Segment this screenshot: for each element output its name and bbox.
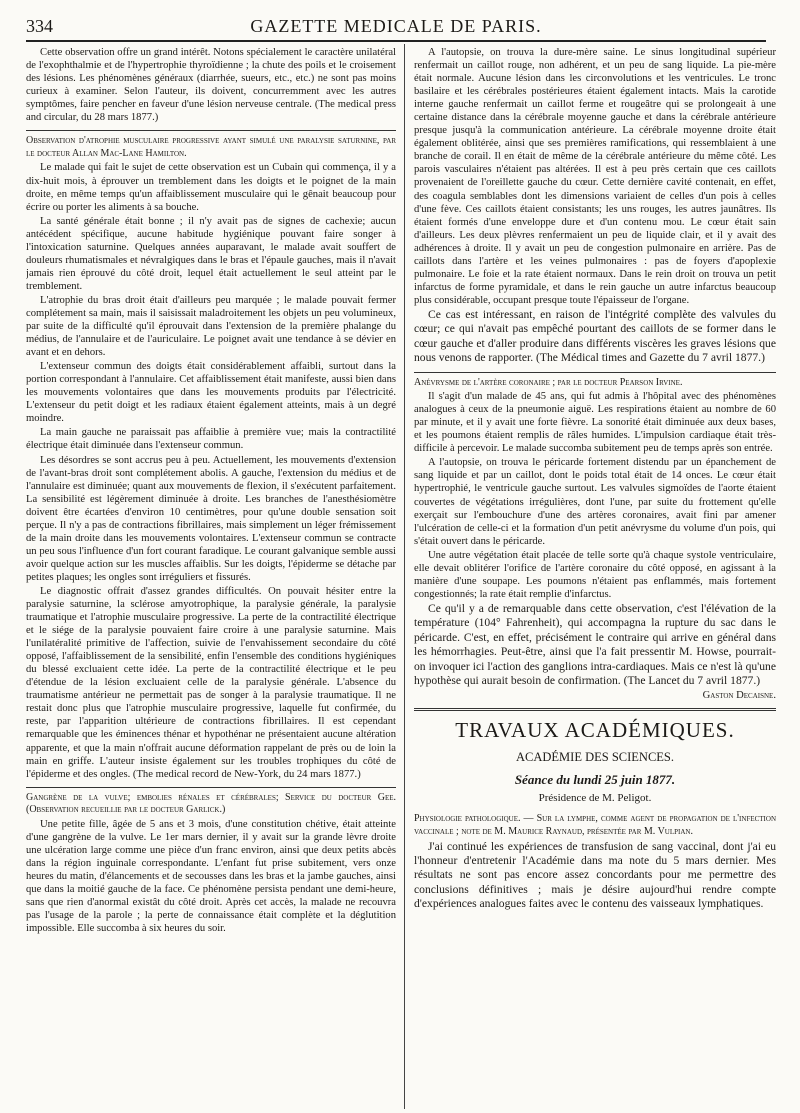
article-title-gangrene: Gangrène de la vulve; embolies rénales et cérébrales; Service du docteur Gee. (Observation recueillie par le docteur Garlick.) [26,791,396,816]
body-paragraph: La main gauche ne paraissait pas affaiblie à première vue; mais la contractilité électrique était diminuée dans l'extenseur commun. [26,427,396,452]
body-paragraph: Une petite fille, âgée de 5 ans et 3 mois, d'une constitution chétive, était atteinte d'une gangrène de la vulve. Le 1er mars dernier, il y avait sur la grande lèvre droite une ulcération large comme une pièce d'un franc environ, ainsi que deux petits abcès dans la région inguinale correspondante. L'enfant fut prise subitement, vers onze heures du matin, d'élancements et de secousses dans les bras et la jambe gauches, ainsi que dans la moitié gauche de la face. Ce phénomène persista pendant une demi-heure, sans que rien d'anormal existât du côté droit. Après cet accès, la malade ne recouvra pas l'usage de la parole ; la perte de connaissance était complète et la déglutition impossible. Elle succomba à six heures du soir. [26,818,396,935]
running-title: GAZETTE MEDICALE DE PARIS. [250,16,542,36]
body-paragraph: Les désordres se sont accrus peu à peu. Actuellement, les mouvements d'extension de l'avant-bras droit sont complétement abolis. A gauche, l'extension du médius et de l'annulaire est diminuée; quant aux mouvements de flexion, il s'exécutent parfaitement. La sensibilité est légèrement diminuée à droite. Les branches de l'anesthésiomètre doivent être écartées d'environ 10 centimètres, pour qu'une double sensation soit perçue. Il n'y a pas de contractions fibrillaires, mais simplement un léger frémissement de la main droite dans les mouvements volontaires. L'extenseur commun se contracte un peu sous l'influence d'un fort courant faradique. Le courant galvanique semble aussi avoir quelque action sur les muscles affaiblis. Sur les doigts, l'épiderme se détache par petites plaques; les ongles sont irréguliers et fissurés. [26,454,396,583]
body-paragraph: Il s'agit d'un malade de 45 ans, qui fut admis à l'hôpital avec des phénomènes analogues à ceux de la pneumonie aiguë. Les respirations étaient au nombre de 60 par minute, et il y avait une forte fièvre. La sonorité était diminuée aux deux bases, et les poumons étaient remplis de râles humides. L'impulsion cardiaque était très-difficile à percevoir. Le malade succomba subitement peu de temps après son entrée. [414,391,776,455]
right-column [414,46,776,1108]
article-title-atrophie: Observation d'atrophie musculaire progressive ayant simulé une paralysie saturnine, par le docteur Allan Mac-Lane Hamilton. [26,135,396,159]
body-paragraph: J'ai continué les expériences de transfusion de sang vaccinal, dont j'ai eu l'honneur d'entretenir l'Académie dans ma note du 5 mars dernier. Mes résultats ne sont pas encore assez concordants pour me permettre des conclusions définitives ; mais je désire aujourd'hui rendre compte d'expériences analogues faites avec le contenu des vaisseaux lymphatiques. [414,839,776,911]
section-title: TRAVAUX ACADÉMIQUES. [455,718,735,743]
page-number: 334 [26,16,53,36]
body-paragraph: Le diagnostic offrait d'assez grandes difficultés. On pouvait hésiter entre la paralysie saturnine, la sclérose amyotrophique, la paralysie générale, la paralysie traumatique et l'atrophie musculaire progressive. La perte de la contractilité électrique et le siége de la paralysie pouvaient faire croire à une paralysie saturnine. Mais l'unilatéralité primitive de l'affection, suivie de l'envahissement secondaire du côté opposé, l'affaiblissement de la sensibilité, enfin l'ensemble des conditions hygiéniques du blessé excluaient cette idée. La perte de la contractilité électrique et le peu d'étendue de la lésion excluaient celle de la paralysie générale. L'absence du traumatisme antérieur ne permettait pas de songer à la paralysie traumatique. Il ne restait donc plus que l'atrophie musculaire progressive, laquelle fut confirmée, du reste, par l'apparition ultérieure de contractions fibrillaires. Il est cependant remarquable que les éminences thénar et hypothénar ne présentaient aucune altération apparente, et que la main n'offrait aucune déformation rappelant de près ou de loin la main en griffe. L'auteur insiste également sur les troubles trophiques du côté de l'épiderme et des ongles. (The medical record de New-York, du 24 mars 1877.) [26,585,396,780]
article-separator [414,372,776,373]
column-divider [404,44,405,1109]
page-header [26,16,766,38]
article-title-lymphe: Physiologie pathologique. — Sur la lymphe, comme agent de propagation de l'infection vaccinale ; note de M. Maurice Raynaud, présentée par M. Vulpian. [414,813,776,838]
session-date: Séance du lundi 25 juin 1877. [514,772,676,788]
comment-paragraph: Ce qu'il y a de remarquable dans cette observation, c'est l'élévation de la température (104° Fahrenheit), qui accompagna la rupture du sac dans le péricarde. C'est, en effet, précisément le contraire qui arrive en général dans les hémorrhagies. Peut-être, ainsi que l'a fait pressentir M. Howse, pourrait-on invoquer ici l'action des ganglions intra-cardiaques. Mais ce n'est là qu'une hypothèse qui aurait besoin de confirmation. (The Lancet du 7 avril 1877.) [414,601,776,687]
body-paragraph: L'atrophie du bras droit était d'ailleurs peu marquée ; le malade pouvait fermer complétement sa main, mais il saisissait maladroitement les objets un peu volumineux, par suite de la difficulté qu'il éprouvait dans l'extension de la première phalange du médius, de l'annulaire et de l'auriculaire. Le poignet avait une tendance à se dévier en avant et en dehors. [26,294,396,359]
body-paragraph: La santé générale était bonne ; il n'y avait pas de signes de cachexie; aucun antécédent spécifique, aucune habitude hygiénique pouvant faire songer à l'intoxication saturnine. Quelques années auparavant, le malade avait souffert de douleurs rhumatismales et névralgiques dans le bras et l'épaule gauches, mais il n'avait jamais rien éprouvé du côté droit, lequel était actuellement le seul atteint par le tremblement. [26,215,396,292]
section-subtitle: ACADÉMIE DES SCIENCES. [516,750,674,765]
article-separator [26,787,396,788]
header-rule [26,40,766,42]
intro-paragraph: Cette observation offre un grand intérêt. Notons spécialement le caractère unilatéral de l'exophthalmie et de l'hypertrophie thyroïdienne ; la chute des poils et le croisement des lésions. Les phénomènes généraux (diarrhée, sueurs, etc., etc.) ne sont pas moins curieux à examiner. Selon l'auteur, ils doivent, concurremment avec les autres symptômes, faire pencher en faveur d'une lésion nerveuse centrale. (The medical press and circular, du 28 mars 1877.) [26,47,396,124]
comment-paragraph: Ce cas est intéressant, en raison de l'intégrité complète des valvules du cœur; ce qui n'avait pas empêché pourtant des caillots de se former dans le cœur gauche et d'aller produire dans différents viscères les graves lésions que nous venons de rapporter. (The Médical times and Gazette du 7 avril 1877.) [414,307,776,365]
section-separator [414,708,776,711]
autopsy-paragraph: A l'autopsie, on trouva la dure-mère saine. Le sinus longitudinal supérieur renfermait un caillot rouge, non adhérent, et un peu de sang liquide. La pie-mère était normale. Aucune lésion dans les circonvolutions et les ventricules. Le tronc basilaire et les cérébrales postérieures étaient également intacts. Mais la carotide interne gauche renfermait un caillot ferme et rougeâtre qui se prolongeait à une certaine distance dans la cérébrale moyenne gauche et dans la cérébrale antérieure presque jusqu'à la communication antérieure. La cérébrale moyenne droite était également oblitérée, ainsi que ses premières ramifications, qui ressemblaient à une branche de corail. Il en était de même de la cérébrale antérieure du même côté. Les parois vasculaires n'étaient pas altérées. Il est à peu près certain que ces caillots provenaient de l'oreillette gauche du cœur. Cette dernière cavité contenait, en effet, des coagula semblables dont les dimensions variaient de celles d'un pois à celles d'une fève. Ces caillots étaient consistants; les uns rouges, les autres jaunâtres. Ils étaient formés d'une enveloppe dure et d'un contenu mou. Le cœur était sain d'ailleurs. Les deux plèvres renfermaient un peu de liquide clair, et il y avait des adhérences à droite. Il y avait un peu de congestion pulmonaire en arrière. Pas de caillots dans l'artère et les veines pulmonaires : pas de foyers d'apoplexie pulmonaire. Le foie et la rate étaient normaux. Dans le rein droit on trouva un petit infarctus de forme pyramidale, et dans le rein gauche un autre infarctus beaucoup plus considérable, occupant presque toute l'épaisseur de l'organe. [414,47,776,306]
body-paragraph: A l'autopsie, on trouva le péricarde fortement distendu par un épanchement de sang liquide et par un caillot, dont le poids total était de 14 onces. Le cœur était hypertrophié, le ventricule gauche surtout. Les valvules sigmoïdes de l'aorte étaient couvertes de végétations irrégulières, dont l'une, par suite du frottement qu'elle exerçait sur l'embouchure d'une des artères coronaires, avait fini par amener l'ulcération de celle-ci et la formation d'un petit anévrysme du volume d'un pois, qui s'était ouvert dans le péricarde. [414,457,776,547]
presidence-line: Présidence de M. Peligot. [538,792,652,805]
body-paragraph: Une autre végétation était placée de telle sorte qu'à chaque systole ventriculaire, elle devait oblitérer l'orifice de l'artère coronaire du côté opposé, en agissant à la manière d'une soupape. Les poumons n'étaient pas enflammés, mais fortement congestionnés; la rate était remplie d'infarctus. [414,549,776,600]
author-signature: Gaston Decaisne. [702,690,776,702]
article-title-anevrysme: Anévrysme de l'artère coronaire ; par le docteur Pearson Irvine. [414,376,683,388]
left-column [26,46,396,1108]
body-paragraph: Le malade qui fait le sujet de cette observation est un Cubain qui commença, il y a dix-huit mois, à éprouver un tremblement dans les doigts et le poignet de la main droite, en même temps qu'un affaiblissement musculaire qui le gênait beaucoup pour écrire ou porter les aliments à sa bouche. [26,162,396,213]
body-paragraph: L'extenseur commun des doigts était considérablement affaibli, surtout dans la portion correspondant à l'annulaire. Cet affaiblissement était manifeste, aussi bien dans les mouvements volontaires que dans les mouvements produits par l'électricité. L'extenseur du petit doigt et les radiaux étaient également atteints, mais à un degré moindre. [26,361,396,425]
article-separator [26,130,396,131]
